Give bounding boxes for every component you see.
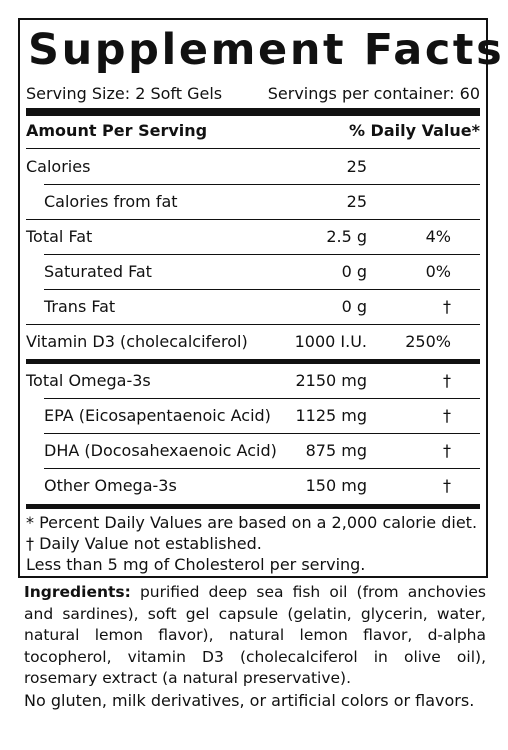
nutrient-daily-value: † <box>443 297 451 316</box>
nutrient-daily-value: 250% <box>405 332 451 351</box>
nutrient-label: Calories <box>26 157 91 176</box>
nutrient-row-total-fat <box>26 220 480 254</box>
nutrient-row-epa <box>26 399 480 433</box>
nutrient-daily-value: † <box>443 441 451 460</box>
nutrient-row-total-omega-3s <box>26 364 480 398</box>
nutrient-row-calories <box>26 150 480 184</box>
ingredients-text: purified deep sea fish oil (from anchovies and sardines), soft gel capsule (gelatin, glycerin, water, natural lemon flavor), natural lemon flavor, d-alpha tocopherol, vitamin D3 (cholecalciferol in olive oil), rosemary extract (a natural preservative). <box>24 583 486 687</box>
nutrient-amount: 2.5 g <box>326 227 367 246</box>
nutrient-amount: 1125 mg <box>295 406 367 425</box>
nutrient-daily-value: † <box>443 371 451 390</box>
footnote-not-established: † Daily Value not established. <box>26 534 262 553</box>
nutrient-row-other-omega-3s <box>26 469 480 503</box>
nutrient-amount: 875 mg <box>305 441 367 460</box>
nutrient-row-calories-from-fat <box>26 185 480 219</box>
nutrient-daily-value: † <box>443 476 451 495</box>
nutrient-amount: 25 <box>346 157 367 176</box>
nutrient-label: Trans Fat <box>44 297 116 316</box>
divider-thick <box>26 504 480 509</box>
nutrient-label: Vitamin D3 (cholecalciferol) <box>26 332 248 351</box>
nutrient-amount: 2150 mg <box>295 371 367 390</box>
nutrient-amount: 1000 I.U. <box>294 332 367 351</box>
footnote-cholesterol: Less than 5 mg of Cholesterol per serving. <box>26 555 366 574</box>
nutrient-amount: 0 g <box>341 262 367 281</box>
nutrient-daily-value: 0% <box>425 262 451 281</box>
nutrient-daily-value: † <box>443 406 451 425</box>
nutrient-row-saturated-fat <box>26 255 480 289</box>
free-from-statement: No gluten, milk derivatives, or artificial colors or flavors. <box>24 691 475 710</box>
nutrient-row-vitamin-d3 <box>26 325 480 359</box>
daily-value-header: % Daily Value* <box>348 121 480 140</box>
nutrient-label: Saturated Fat <box>44 262 152 281</box>
divider-thin <box>26 148 480 149</box>
nutrient-label: Total Fat <box>26 227 93 246</box>
nutrient-label: Total Omega-3s <box>26 371 151 390</box>
nutrient-label: EPA (Eicosapentaenoic Acid) <box>44 406 271 425</box>
panel-title: Supplement Facts <box>28 25 505 75</box>
amount-per-serving-header: Amount Per Serving <box>26 121 208 140</box>
nutrient-amount: 25 <box>346 192 367 211</box>
nutrient-amount: 0 g <box>341 297 367 316</box>
nutrient-row-dha <box>26 434 480 468</box>
servings-per-container: Servings per container: 60 <box>267 84 480 103</box>
ingredients-label: Ingredients: <box>24 583 131 601</box>
divider-thick <box>26 108 480 116</box>
nutrient-label: Other Omega-3s <box>44 476 177 495</box>
column-header-row <box>26 116 480 146</box>
nutrient-amount: 150 mg <box>305 476 367 495</box>
ingredients-statement <box>24 582 486 690</box>
nutrient-daily-value: 4% <box>425 227 451 246</box>
nutrient-row-trans-fat <box>26 290 480 324</box>
serving-size: Serving Size: 2 Soft Gels <box>26 84 223 103</box>
nutrient-label: DHA (Docosahexaenoic Acid) <box>44 441 277 460</box>
nutrient-label: Calories from fat <box>44 192 178 211</box>
footnote-daily-values: * Percent Daily Values are based on a 2,000 calorie diet. <box>26 513 478 532</box>
supplement-facts-panel <box>18 18 505 578</box>
